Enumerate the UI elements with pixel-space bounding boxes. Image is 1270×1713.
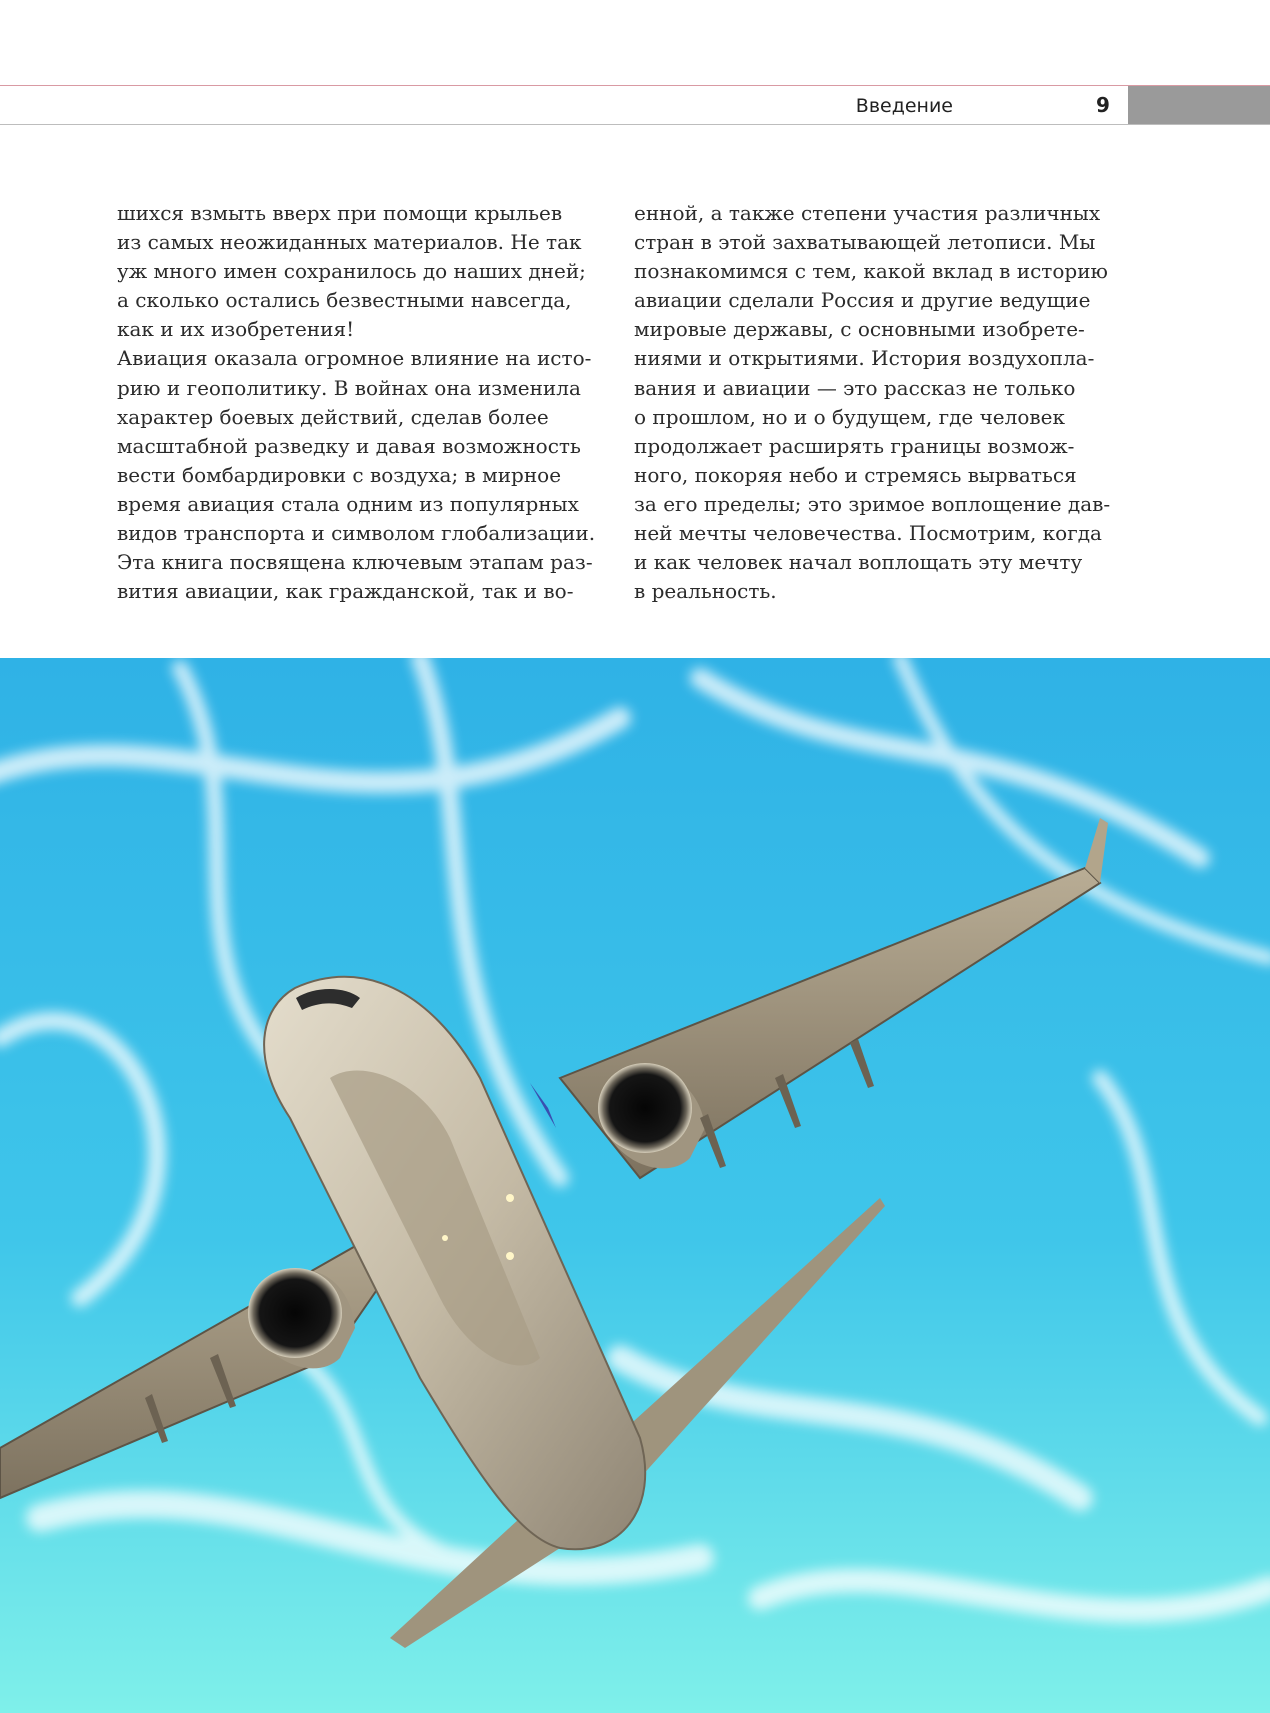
text-line: вания и авиации — это рассказ не только	[634, 375, 1076, 400]
text-line: мировые державы, с основными изобрете-	[634, 317, 1085, 342]
text-line: продолжает расширять границы возмож-	[634, 433, 1075, 458]
text-line: ниями и открытиями. История воздухопла-	[634, 346, 1095, 371]
header-tab	[1128, 86, 1270, 124]
landing-light	[442, 1235, 448, 1241]
text-line: ного, покоряя небо и стремясь вырваться	[634, 462, 1077, 487]
airplane-sky-photo	[0, 658, 1270, 1713]
text-line: из самых неожиданных материалов. Не так	[117, 230, 582, 255]
text-line: енной, а также степени участия различных	[634, 201, 1101, 225]
text-line: стран в этой захватывающей летописи. Мы	[634, 230, 1096, 255]
text-line: а сколько остались безвестными навсегда,	[117, 288, 572, 313]
text-line: характер боевых действий, сделав более	[117, 404, 549, 429]
body-column-left	[117, 199, 617, 606]
text-line: и как человек начал воплощать эту мечту	[634, 550, 1083, 575]
text-line: ней мечты человечества. Посмотрим, когда	[634, 521, 1102, 546]
text-line: шихся взмыть вверх при помощи крыльев	[117, 201, 563, 225]
text-line: за его пределы; это зримое воплощение дав-	[634, 491, 1111, 516]
text-line: время авиация стала одним из популярных	[117, 491, 579, 516]
section-title: Введение	[855, 95, 953, 117]
running-header	[0, 85, 1270, 125]
text-line: уж много имен сохранилось до наших дней;	[117, 259, 586, 284]
text-line: вития авиации, как гражданской, так и во-	[117, 579, 574, 604]
page-number: 9	[1096, 93, 1110, 117]
text-line: Эта книга посвящена ключевым этапам раз-	[117, 550, 593, 575]
text-line: Авиация оказала огромное влияние на исто-	[117, 346, 592, 371]
text-line: о прошлом, но и о будущем, где человек	[634, 404, 1065, 429]
text-line: авиации сделали Россия и другие ведущие	[634, 288, 1091, 313]
text-line: видов транспорта и символом глобализации.	[117, 521, 596, 546]
text-line: вести бомбардировки с воздуха; в мирное	[117, 462, 562, 487]
landing-light	[506, 1194, 514, 1202]
landing-light	[506, 1252, 514, 1260]
text-line: масштабной разведку и давая возможность	[117, 433, 581, 458]
text-line: познакомимся с тем, какой вклад в историю	[634, 259, 1108, 284]
text-line: в реальность.	[634, 579, 777, 604]
body-column-right	[634, 199, 1134, 606]
text-line: рию и геополитику. В войнах она изменила	[117, 375, 581, 400]
text-line: как и их изобретения!	[117, 317, 355, 342]
